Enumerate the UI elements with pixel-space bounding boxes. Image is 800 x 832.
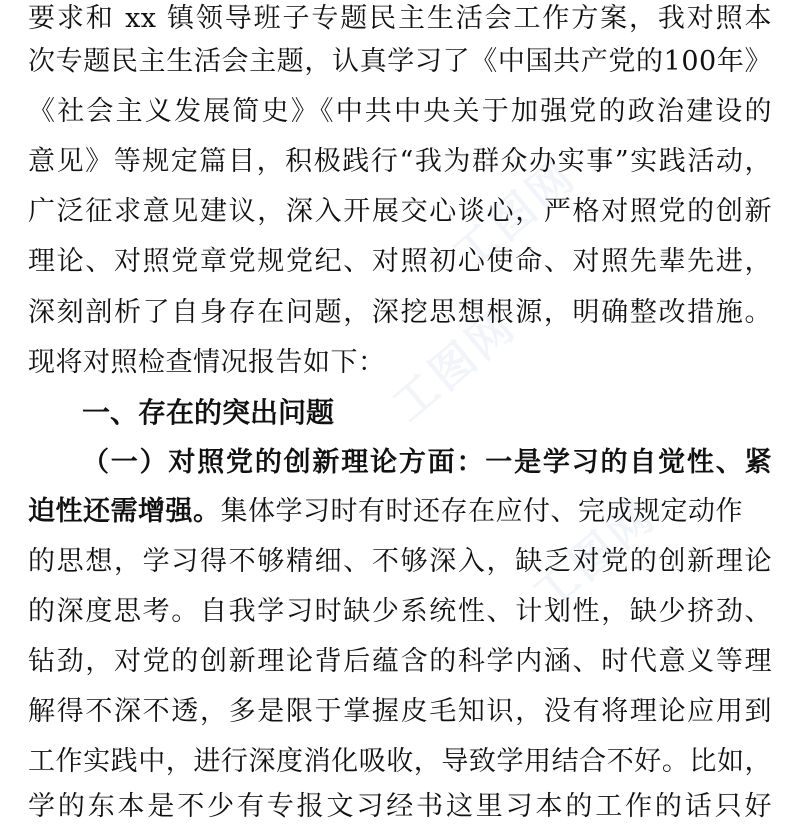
watermark: 工图网 (383, 299, 527, 432)
paragraph-line: 的深度思考。自我学习时缺少系统性、计划性，缺少挤劲、 (28, 596, 772, 627)
paragraph-line: 工作实践中，进行深度消化吸收，导致学用结合不好。比如， (28, 746, 772, 777)
watermark: 工图网 (523, 489, 667, 622)
paragraph-line: 要求和 xx 镇领导班子专题民主生活会工作方案，我对照本 (28, 3, 772, 34)
sub-heading-continuation: 迫性还需增强。 (28, 496, 221, 527)
paragraph-line: 的思想，学习得不够精细、不够深入，缺乏对党的创新理论 (28, 546, 772, 577)
paragraph-line: 意见》等规定篇目，积极践行“我为群众办实事”实践活动， (28, 146, 772, 177)
paragraph-line: 《社会主义发展简史》《中共中央关于加强党的政治建设的 (28, 96, 772, 127)
paragraph-line: 学的东本是不少有专报文习经书这里习本的工作的话只好 (28, 791, 772, 822)
paragraph-text: 集体学习时有时还存在应付、完成规定动作 (220, 496, 743, 527)
section-heading: 一、存在的突出问题 (82, 396, 335, 429)
watermark: 工图网 (443, 149, 587, 282)
sub-heading-line: （一）对照党的创新理论方面：一是学习的自觉性、紧 (82, 447, 772, 478)
paragraph-line: 次专题民主生活会主题，认真学习了《中国共产党的100年》 (28, 46, 772, 77)
mixed-line (28, 487, 772, 537)
paragraph-line: 现将对照检查情况报告如下： (28, 347, 386, 378)
paragraph-line: 钻劲，对党的创新理论背后蕴含的科学内涵、时代意义等理 (28, 646, 772, 677)
paragraph-line: 理论、对照党章党规党纪、对照初心使命、对照先辈先进， (28, 246, 772, 277)
paragraph-line: 深刻剖析了自身存在问题，深挖思想根源，明确整改措施。 (28, 297, 772, 328)
paragraph-line: 广泛征求意见建议，深入开展交心谈心，严格对照党的创新 (28, 196, 772, 227)
paragraph-line: 解得不深不透，多是限于掌握皮毛知识，没有将理论应用到 (28, 696, 772, 727)
